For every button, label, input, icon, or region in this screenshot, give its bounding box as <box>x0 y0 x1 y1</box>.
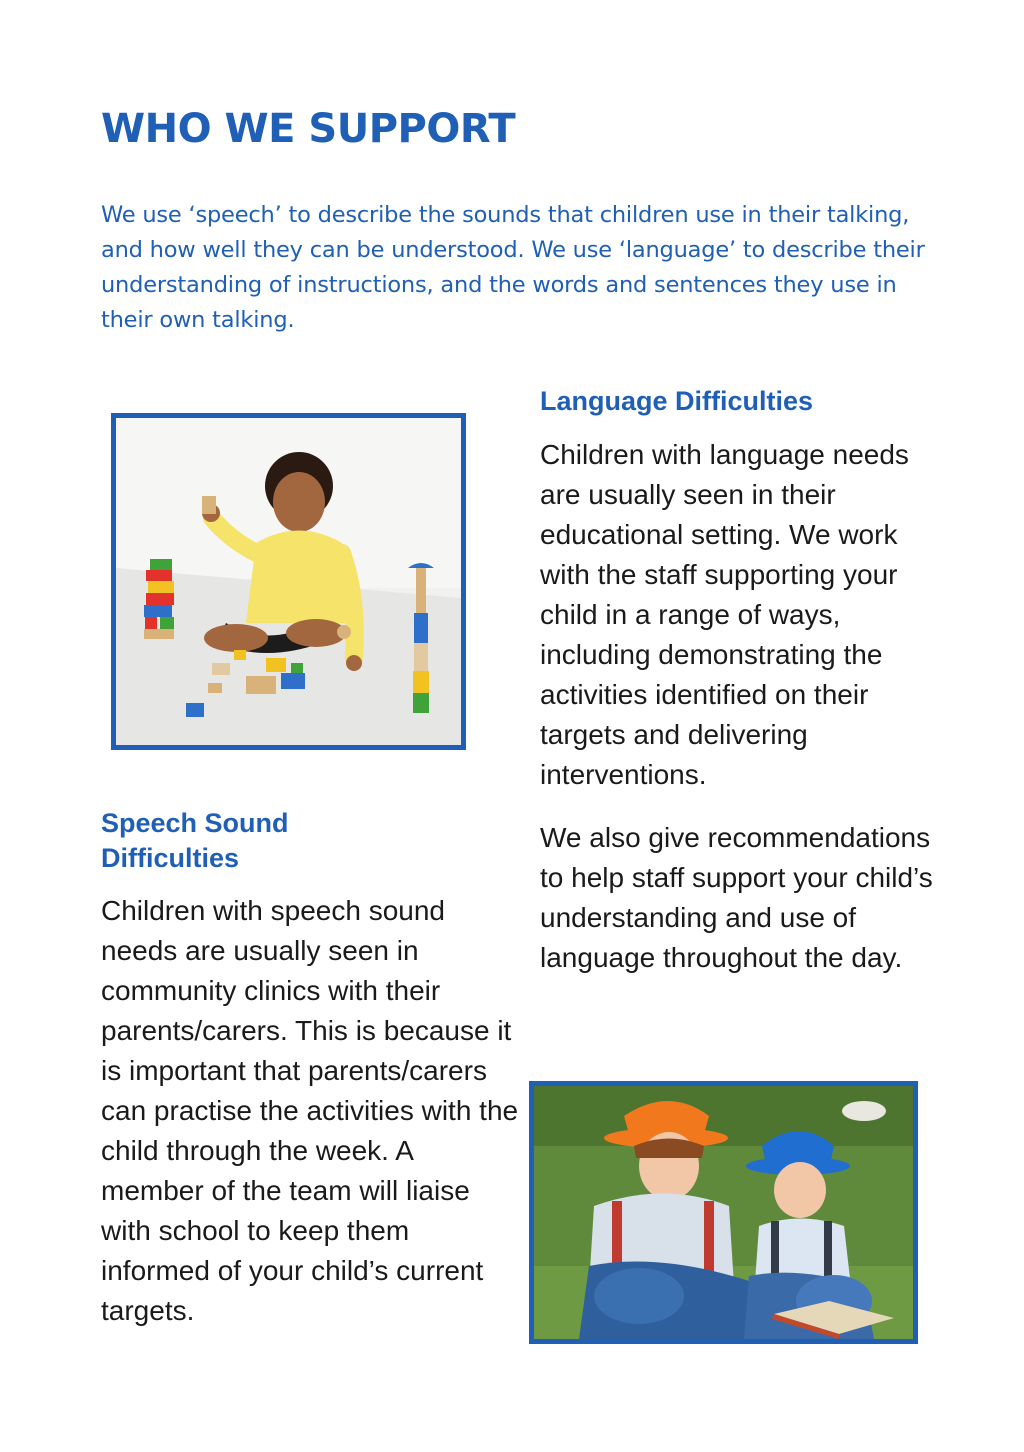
language-paragraph-1: Children with language needs are usually seen in their educational setting. We work with the staff supporting your child in a range of ways, including demonstrating the activities identified on their targets and delivering interventions. <box>540 439 909 790</box>
boys-reading-image <box>534 1086 913 1339</box>
speech-paragraph-1: Children with speech sound needs are usually seen in community clinics with their parents/carers. This is because it is important that parents/carers can practise the activities with the child through the week. A member of the team will liaise with school to keep them informed of your child’s current targets. <box>101 895 519 1326</box>
page-title: WHO WE SUPPORT <box>101 106 516 152</box>
child-with-blocks-photo <box>111 413 466 750</box>
boys-reading-photo <box>529 1081 918 1344</box>
language-paragraph-2: We also give recommendations to help staff support your child’s understanding and use of language throughout the day. <box>540 822 933 973</box>
speech-heading-line-1: Speech Sound <box>101 808 289 838</box>
intro-paragraph: We use ‘speech’ to describe the sounds that children use in their talking, and how well they can be understood. We use ‘language’ to describe their understanding of instructions, and the words and sentences they use in their own talking. <box>101 202 925 333</box>
child-with-blocks-image <box>116 418 461 745</box>
language-difficulties-heading: Language Difficulties <box>540 386 814 416</box>
speech-sound-difficulties-heading <box>101 806 361 876</box>
speech-heading-line-2: Difficulties <box>101 843 240 873</box>
